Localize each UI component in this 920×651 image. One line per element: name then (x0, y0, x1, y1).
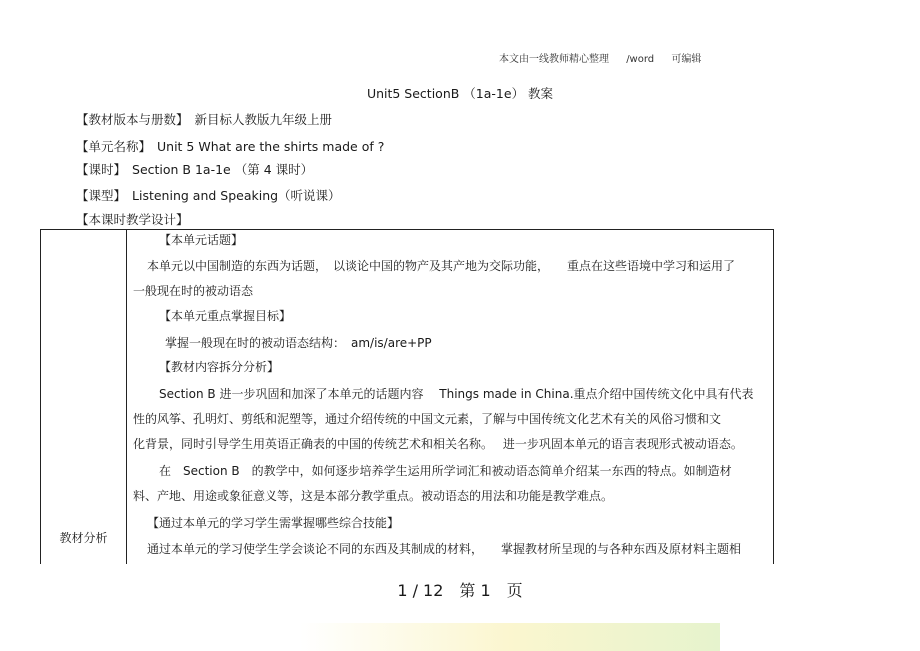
table-content (127, 230, 773, 564)
content-line: 一般现在时的被动语态 (133, 284, 254, 298)
content-line: 料、产地、用途或象征意义等，这是本部分教学重点。被动语态的用法和功能是教学难点。 (133, 489, 614, 503)
meta-label: 【本课时教学设计】 (76, 212, 189, 227)
content-line: 通过本单元的学习使学生学会谈论不同的东西及其制成的材料， 掌握教材所呈现的与各种东西及原材料主题相 (147, 542, 742, 556)
meta-value: Unit 5 What are the shirts made of ? (157, 139, 385, 154)
meta-label: 【课型】 (76, 188, 127, 203)
footer-band (300, 623, 720, 651)
meta-label: 【教材版本与册数】 (76, 112, 189, 127)
document-title: Unit5 SectionB （1a-1e） 教案 (366, 86, 554, 101)
meta-lesson-type (76, 186, 341, 204)
page-number: 1 / 12 第 1 页 (397, 581, 523, 600)
meta-unit-name (76, 137, 384, 155)
meta-design (76, 210, 195, 228)
meta-label: 【课时】 (76, 162, 127, 177)
content-line: 本单元以中国制造的东西为话题， 以谈论中国的物产及其产地为交际功能， 重点在这些语境中学习和运用了 (147, 259, 736, 273)
content-line: 掌握一般现在时的被动语态结构： am/is/are+PP (165, 336, 432, 350)
content-line: 化背景，同时引导学生用英语正确表的中国的传统艺术和相关名称。 进一步巩固本单元的语言表现形式被动语态。 (133, 437, 743, 451)
content-line: 【通过本单元的学习学生需掌握哪些综合技能】 (147, 516, 400, 530)
content-line: 【教材内容拆分分析】 (159, 360, 280, 374)
meta-value: Section B 1a-1e （第 4 课时） (132, 162, 314, 177)
content-line: 在 Section B 的教学中，如何逐步培养学生运用所学词汇和被动语态简单介绍某一东西的特点。如制造材 (159, 464, 732, 478)
header-note-right: 可编辑 (671, 54, 702, 65)
lesson-table (40, 229, 774, 564)
content-line: Section B 进一步巩固和加深了本单元的话题内容 Things made in China.重点介绍中国传统文化中具有代表 (159, 387, 754, 401)
content-line: 【本单元重点掌握目标】 (159, 309, 292, 323)
header-note-left: 本文由一线教师精心整理 (499, 54, 609, 65)
content-line: 【本单元话题】 (159, 233, 244, 247)
meta-value: 新目标人教版九年级上册 (194, 112, 333, 127)
header-note-mid: /word (626, 54, 655, 65)
meta-value: Listening and Speaking（听说课） (132, 188, 341, 203)
meta-edition (76, 110, 332, 128)
content-line: 性的风筝、孔明灯、剪纸和泥塑等，通过介绍传统的中国文元素，了解与中国传统文化艺术有关的风俗习惯和文 (133, 412, 722, 426)
header-note (499, 50, 715, 65)
meta-label: 【单元名称】 (76, 139, 152, 154)
row-label-textbook-analysis: 教材分析 (59, 531, 108, 545)
meta-lesson (76, 160, 313, 178)
